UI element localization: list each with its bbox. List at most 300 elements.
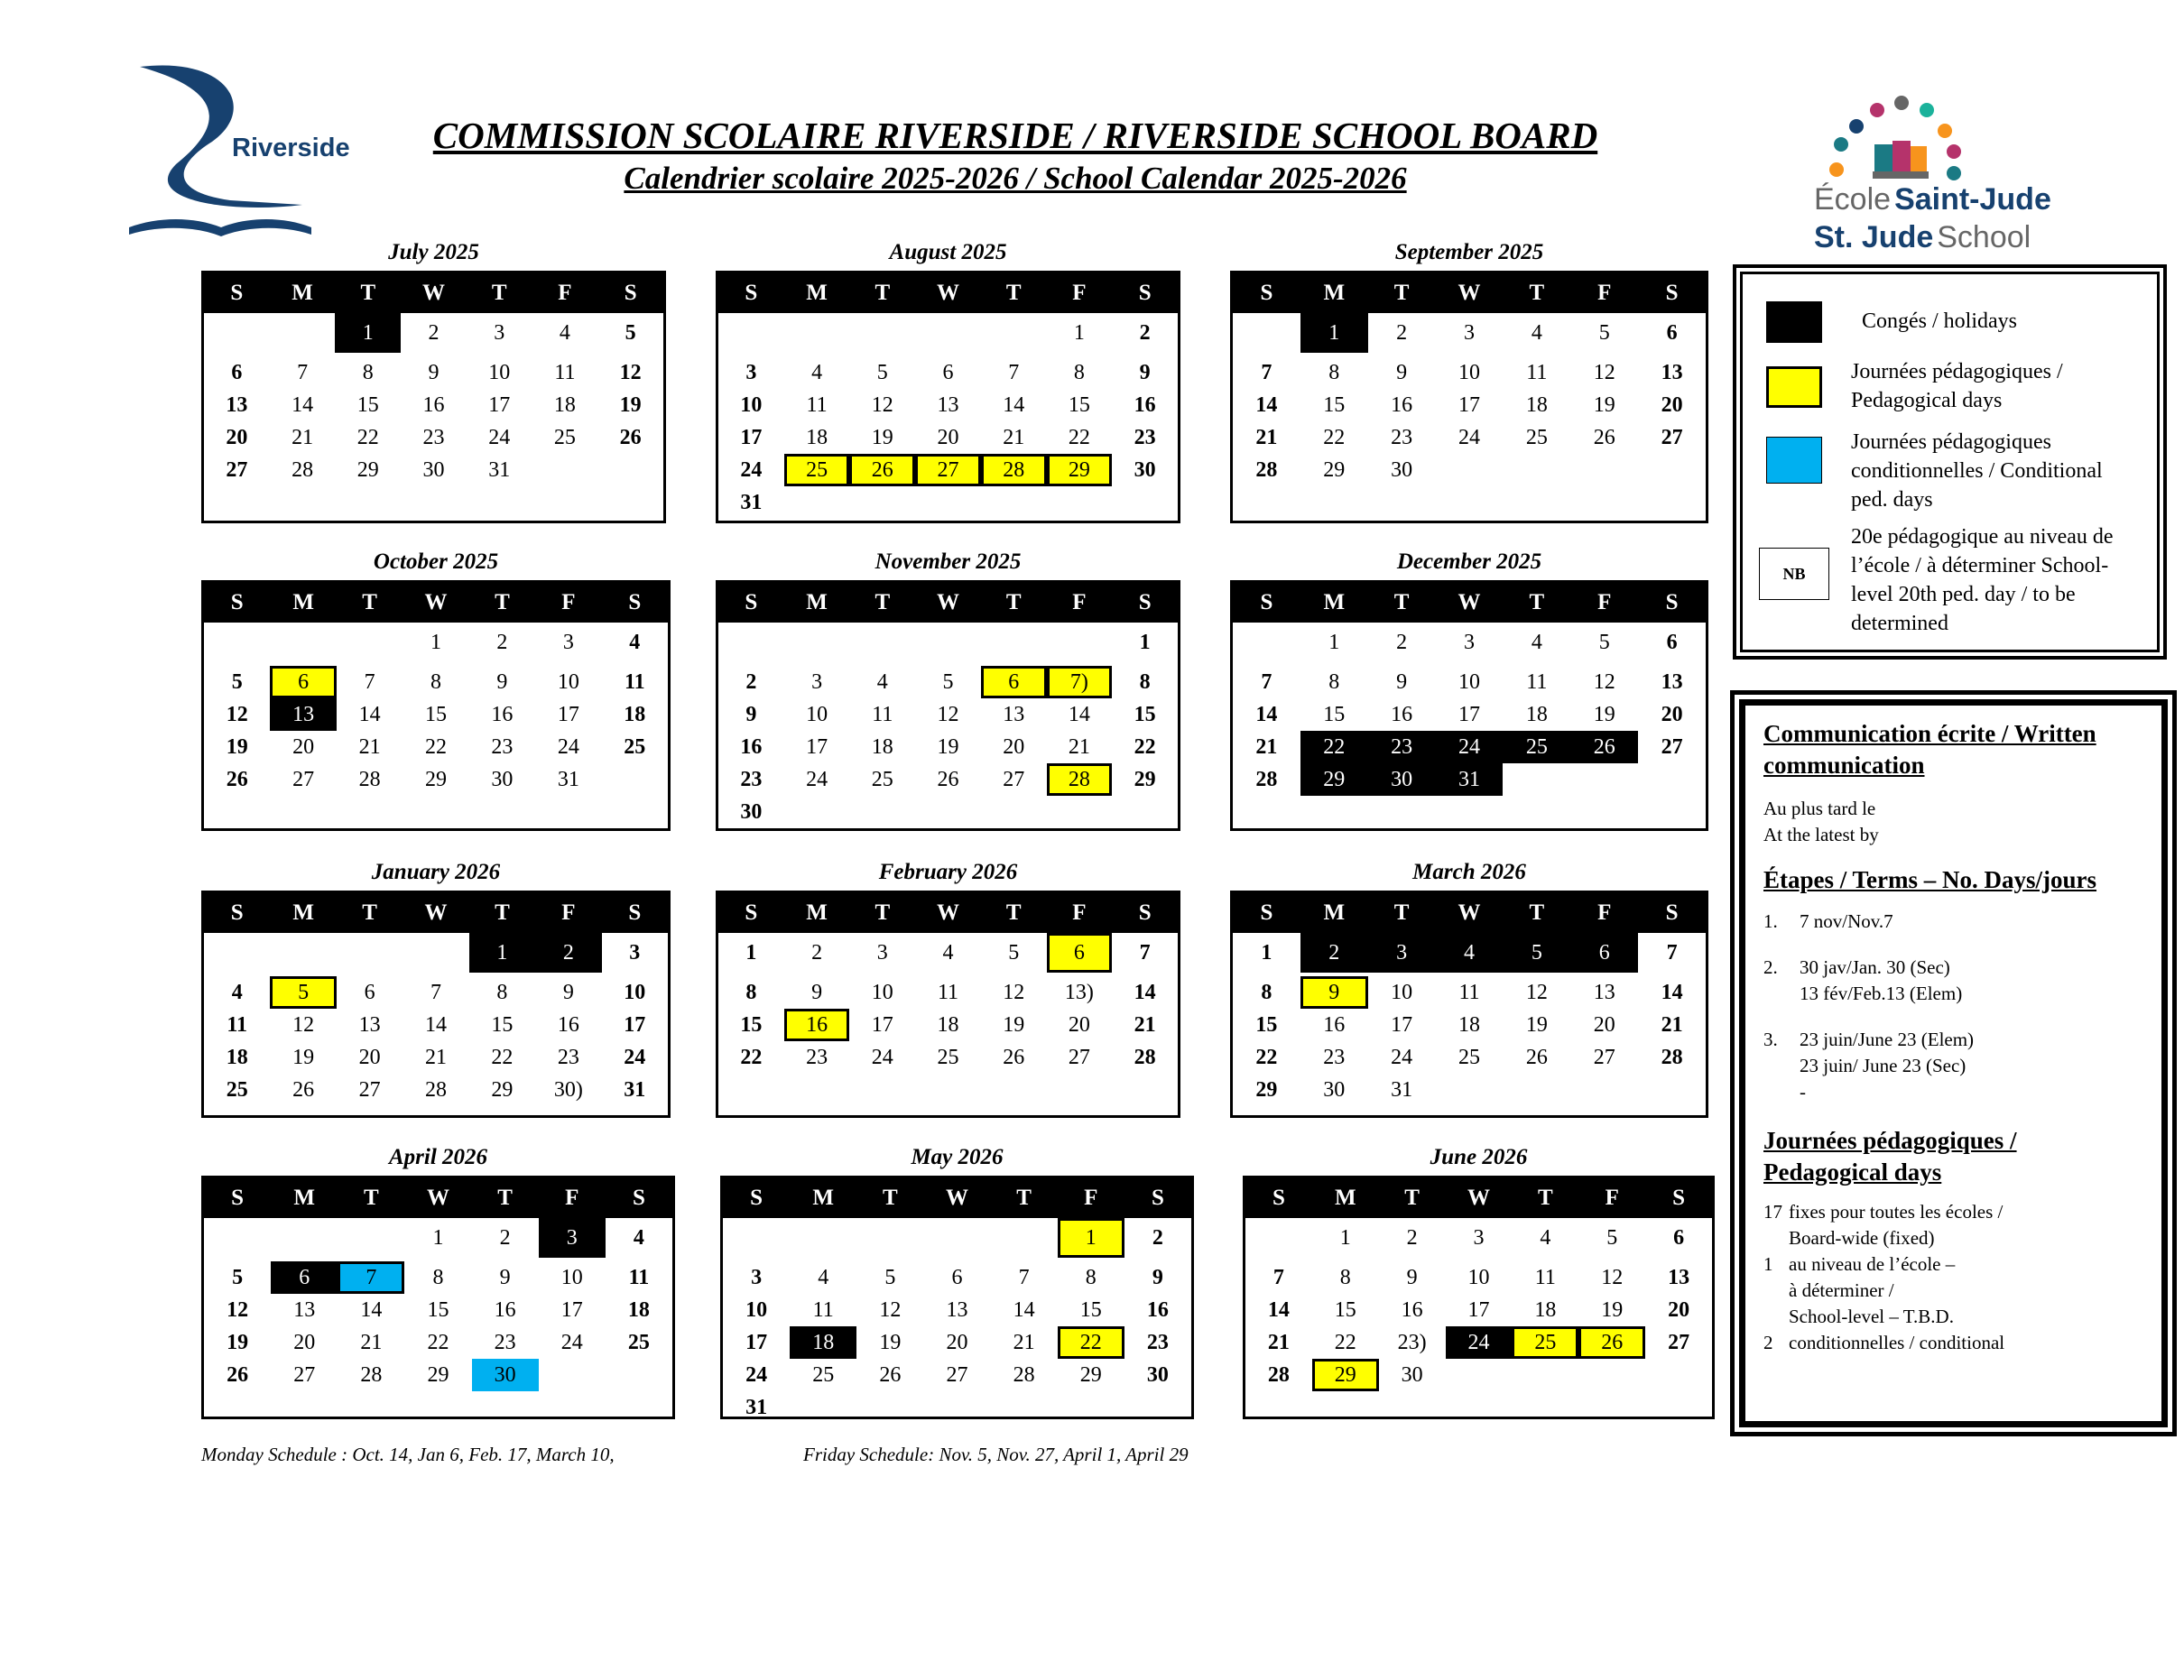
- empty-day-cell: [991, 1218, 1058, 1258]
- week-row: [1233, 763, 1706, 796]
- weekday-header: [718, 583, 1178, 623]
- day-cell: 23: [740, 767, 763, 791]
- day-cell: 17: [560, 1297, 583, 1322]
- day-cell: 6: [951, 1265, 963, 1289]
- week-row: [204, 421, 663, 454]
- day-cell: 6: [1047, 933, 1113, 973]
- week-row: [1245, 1326, 1712, 1359]
- month-calendar: [716, 860, 1180, 1118]
- weekday-label: S: [230, 281, 244, 305]
- week-row: [204, 1326, 672, 1359]
- day-cell: 7: [1666, 940, 1678, 965]
- month-title: September 2025: [1394, 240, 1544, 264]
- day-cell: 3: [811, 669, 823, 694]
- day-cell: 3: [745, 360, 757, 384]
- day-cell: 17: [1391, 1012, 1413, 1037]
- day-cell: 12: [1593, 360, 1615, 384]
- day-cell: 16: [491, 702, 514, 726]
- weekday-label: W: [1467, 1186, 1490, 1210]
- empty-day-cell: [403, 933, 468, 973]
- weekday-label: W: [1458, 281, 1481, 305]
- day-cell: 29: [1312, 1359, 1379, 1391]
- day-cell: 27: [292, 767, 315, 791]
- weekday-header: [204, 1178, 672, 1218]
- day-cell: 31: [557, 767, 579, 791]
- day-cell: 19: [227, 1330, 249, 1354]
- month-table: [720, 1176, 1194, 1419]
- day-cell: 2: [1396, 630, 1408, 654]
- weekday-label: M: [1334, 1186, 1356, 1210]
- day-cell: 7: [364, 669, 375, 694]
- day-cell: 12: [1601, 1265, 1624, 1289]
- empty-day-cell: [1503, 1074, 1570, 1106]
- week-row: [718, 421, 1178, 454]
- empty-day-cell: [718, 623, 784, 662]
- day-cell: 24: [557, 734, 579, 759]
- weekday-label: M: [292, 900, 314, 925]
- day-cell: 10: [806, 702, 828, 726]
- week-row: [204, 1074, 668, 1106]
- legend-pedagogical-text: Journées pédagogiques / Pedagogical days: [1851, 360, 2063, 412]
- weekday-label: S: [1665, 590, 1679, 614]
- day-cell: 17: [1467, 1297, 1490, 1322]
- weekday-label: S: [750, 1186, 763, 1210]
- day-cell: 12: [1593, 669, 1615, 694]
- day-cell: 30: [1146, 1362, 1169, 1387]
- day-cell: 7: [1139, 940, 1151, 965]
- day-cell: 25: [784, 454, 850, 486]
- day-cell: 27: [1068, 1045, 1090, 1069]
- day-cell: 15: [1134, 702, 1156, 726]
- latest-en: At the latest by: [1763, 824, 1879, 845]
- month-calendar: [1243, 1145, 1715, 1419]
- day-cell: 30): [553, 1077, 583, 1102]
- month-title: January 2026: [371, 860, 501, 884]
- day-cell: 23: [1368, 731, 1436, 763]
- day-cell: 4: [1531, 630, 1542, 654]
- weekday-label: S: [745, 590, 758, 614]
- day-cell: 22: [1068, 425, 1090, 449]
- weekday-label: S: [1260, 590, 1273, 614]
- day-cell: 24: [806, 767, 828, 791]
- list-item: [1763, 955, 2143, 1007]
- latest-fr: Au plus tard le: [1763, 798, 1876, 819]
- weekday-label: T: [364, 1186, 379, 1210]
- day-cell: 18: [806, 425, 828, 449]
- list-line: 23 juin/June 23 (Elem): [1800, 1029, 1975, 1050]
- day-cell: 14: [1267, 1297, 1290, 1322]
- weekday-header: [204, 893, 668, 933]
- month-table: [1243, 1176, 1715, 1419]
- month-calendar: [201, 549, 671, 831]
- week-row: [204, 976, 668, 1009]
- weekday-label: T: [495, 900, 510, 925]
- week-row: [204, 763, 668, 796]
- weekday-label: S: [1665, 281, 1679, 305]
- month-table: [201, 891, 671, 1118]
- empty-day-cell: [1047, 486, 1113, 519]
- day-cell: 4: [876, 669, 888, 694]
- day-cell: 21: [360, 1330, 383, 1354]
- month-title: April 2026: [388, 1145, 488, 1169]
- month-title: October 2025: [373, 549, 499, 574]
- weekday-label: S: [230, 590, 244, 614]
- weekday-label: W: [421, 281, 445, 305]
- weekday-label: F: [1597, 590, 1612, 614]
- day-cell: 26: [879, 1362, 902, 1387]
- day-cell: 17: [488, 392, 511, 417]
- list-item: [1763, 1330, 2143, 1356]
- holiday-swatch: [1766, 301, 1822, 343]
- day-cell: 28: [1661, 1045, 1683, 1069]
- day-cell: 12: [937, 702, 959, 726]
- terms-heading: Étapes / Terms – No. Days/jours: [1763, 866, 2097, 893]
- empty-day-cell: [856, 1218, 923, 1258]
- day-cell: 8: [1085, 1265, 1097, 1289]
- day-cell: 10: [1458, 360, 1480, 384]
- day-cell: 20: [1003, 734, 1025, 759]
- day-cell: 3: [1368, 933, 1436, 973]
- day-cell: 24: [1458, 425, 1480, 449]
- communication-panel: [1730, 690, 2177, 1436]
- weekday-label: T: [1393, 900, 1410, 925]
- empty-day-cell: [1503, 763, 1570, 796]
- communication-heading: Communication écrite / Written communication: [1763, 720, 2096, 779]
- day-cell: 14: [1255, 392, 1278, 417]
- day-cell: 28: [1255, 457, 1278, 482]
- empty-day-cell: [915, 796, 981, 828]
- list-line: au niveau de l’école –: [1789, 1253, 1956, 1275]
- day-cell: 26: [227, 1362, 249, 1387]
- week-row: [1233, 933, 1706, 973]
- week-row: [718, 796, 1178, 828]
- pedagogical-swatch: [1766, 366, 1822, 408]
- day-cell: 1: [1058, 1218, 1124, 1258]
- page-title: [0, 114, 2031, 157]
- weekday-label: S: [1260, 281, 1273, 305]
- week-row: [204, 1294, 672, 1326]
- day-cell: 30: [422, 457, 445, 482]
- day-cell: 13: [937, 392, 959, 417]
- day-cell: 28: [1134, 1045, 1156, 1069]
- empty-day-cell: [1570, 454, 1638, 486]
- weekday-label: S: [231, 1186, 245, 1210]
- day-cell: 14: [1255, 702, 1278, 726]
- monday-schedule-note: Monday Schedule : Oct. 14, Jan 6, Feb. 17, March 10,: [201, 1444, 615, 1465]
- day-cell: 21: [1013, 1330, 1035, 1354]
- day-cell: 6: [271, 1261, 338, 1294]
- empty-day-cell: [923, 1391, 990, 1424]
- week-row: [1233, 623, 1706, 662]
- week-row: [718, 976, 1178, 1009]
- day-cell: 5: [1503, 933, 1570, 973]
- day-cell: 9: [811, 980, 823, 1004]
- week-row: [718, 313, 1178, 353]
- empty-day-cell: [723, 1218, 790, 1258]
- weekday-label: M: [806, 900, 828, 925]
- day-cell: 6: [981, 666, 1047, 698]
- day-cell: 15: [1079, 1297, 1102, 1322]
- day-cell: 4: [942, 940, 954, 965]
- day-cell: 31: [624, 1077, 646, 1102]
- day-cell: 10: [624, 980, 646, 1004]
- day-cell: 27: [1661, 425, 1683, 449]
- school-name-fr-light: École: [1814, 182, 1892, 217]
- day-cell: 25: [871, 767, 893, 791]
- weekday-label: T: [1529, 281, 1545, 305]
- day-cell: 21: [1003, 425, 1025, 449]
- weekday-label: F: [561, 900, 576, 925]
- month-calendar: [201, 1145, 675, 1419]
- day-cell: 5: [232, 1265, 244, 1289]
- weekday-label: M: [806, 281, 828, 305]
- day-cell: 22: [1323, 425, 1346, 449]
- day-cell: 27: [946, 1362, 968, 1387]
- day-cell: 8: [430, 669, 441, 694]
- day-cell: 29: [1255, 1077, 1278, 1102]
- month-calendar: [720, 1145, 1194, 1419]
- day-cell: 11: [554, 360, 576, 384]
- day-cell: 9: [499, 1265, 511, 1289]
- school-name-fr-bold: Saint-Jude: [1894, 182, 2051, 217]
- empty-day-cell: [790, 1218, 856, 1258]
- day-cell: 27: [226, 457, 248, 482]
- day-cell: 23: [806, 1045, 828, 1069]
- day-cell: 2: [1406, 1225, 1418, 1250]
- week-row: [204, 1359, 672, 1391]
- day-cell: 29: [491, 1077, 514, 1102]
- day-cell: 25: [1503, 731, 1570, 763]
- day-cell: 12: [619, 360, 642, 384]
- week-row: [1245, 1294, 1712, 1326]
- empty-day-cell: [915, 486, 981, 519]
- empty-day-cell: [1638, 763, 1706, 796]
- day-cell: 19: [937, 734, 959, 759]
- day-cell: 6: [270, 666, 336, 698]
- day-cell: 8: [1073, 360, 1085, 384]
- legend-conditional-text: Journées pédagogiques conditionnelles / Conditional ped. days: [1851, 430, 2103, 512]
- month-calendar: [201, 860, 671, 1118]
- empty-day-cell: [270, 933, 336, 973]
- weekday-label: T: [362, 590, 377, 614]
- day-cell: 28: [1013, 1362, 1035, 1387]
- day-cell: 20: [937, 425, 959, 449]
- week-row: [718, 356, 1178, 389]
- empty-day-cell: [784, 486, 850, 519]
- weekday-label: S: [628, 900, 642, 925]
- day-cell: 31: [1391, 1077, 1413, 1102]
- day-cell: 19: [1593, 702, 1615, 726]
- month-title: November 2025: [875, 549, 1022, 574]
- day-cell: 8: [1139, 669, 1151, 694]
- week-row: [204, 389, 663, 421]
- day-cell: 16: [1134, 392, 1156, 417]
- day-cell: 16: [1401, 1297, 1423, 1322]
- day-cell: 18: [226, 1045, 248, 1069]
- weekday-label: S: [632, 1186, 645, 1210]
- week-row: [1245, 1218, 1712, 1258]
- empty-day-cell: [271, 1218, 338, 1258]
- legend-nb-text: 20e pédagogique au niveau de l’école / à déterminer School-level 20th ped. day / to be determined: [1851, 525, 2114, 635]
- day-cell: 21: [424, 1045, 447, 1069]
- empty-day-cell: [849, 313, 915, 353]
- day-cell: 19: [871, 425, 893, 449]
- day-cell: 7): [1047, 666, 1113, 698]
- day-cell: 22: [1255, 1045, 1278, 1069]
- weekday-label: T: [1404, 1186, 1420, 1210]
- day-cell: 4: [1436, 933, 1504, 973]
- weekday-label: F: [1084, 1186, 1098, 1210]
- weekday-label: T: [1393, 281, 1410, 305]
- day-cell: 1: [335, 313, 401, 353]
- day-cell: 12: [227, 1297, 249, 1322]
- day-cell: 9: [428, 360, 440, 384]
- empty-day-cell: [784, 796, 850, 828]
- day-cell: 31: [745, 1395, 768, 1419]
- day-cell: 13: [946, 1297, 968, 1322]
- list-line: 13 fév/Feb.13 (Elem): [1800, 983, 1963, 1004]
- day-cell: 20: [1661, 392, 1683, 417]
- day-cell: 10: [557, 669, 579, 694]
- day-cell: 13: [1668, 1265, 1690, 1289]
- month-title: June 2026: [1430, 1145, 1528, 1169]
- day-cell: 2: [1300, 933, 1368, 973]
- day-cell: 4: [559, 320, 570, 345]
- day-cell: 19: [226, 734, 248, 759]
- day-cell: 28: [424, 1077, 447, 1102]
- day-cell: 24: [871, 1045, 893, 1069]
- weekday-label: W: [424, 900, 448, 925]
- week-row: [723, 1294, 1191, 1326]
- weekday-label: F: [1072, 590, 1087, 614]
- week-row: [1233, 1041, 1706, 1074]
- day-cell: 10: [1391, 980, 1413, 1004]
- day-cell: 30: [740, 799, 763, 824]
- week-row: [204, 666, 668, 698]
- riverside-logo-text: Riverside: [232, 134, 350, 162]
- month-calendar: [1230, 240, 1708, 523]
- list-line: School-level – T.B.D.: [1789, 1306, 1954, 1327]
- empty-day-cell: [981, 486, 1047, 519]
- day-cell: 6: [364, 980, 375, 1004]
- day-cell: 22: [424, 734, 447, 759]
- day-cell: 15: [1323, 392, 1346, 417]
- week-row: [204, 1261, 672, 1294]
- empty-day-cell: [1233, 313, 1300, 353]
- list-line: 30 jav/Jan. 30 (Sec): [1800, 956, 1950, 978]
- week-row: [723, 1326, 1191, 1359]
- day-cell: 30: [491, 767, 514, 791]
- day-cell: 19: [879, 1330, 902, 1354]
- weekday-label: M: [293, 1186, 316, 1210]
- month-calendar: [1230, 549, 1708, 831]
- list-number: 2.: [1763, 956, 1778, 978]
- day-cell: 8: [496, 980, 508, 1004]
- school-name-fr: [1814, 182, 2051, 217]
- day-cell: 15: [491, 1012, 514, 1037]
- day-cell: 12: [292, 1012, 315, 1037]
- empty-day-cell: [204, 623, 270, 662]
- day-cell: 10: [745, 1297, 768, 1322]
- day-cell: 21: [1661, 1012, 1683, 1037]
- day-cell: 2: [745, 669, 757, 694]
- day-cell: 16: [494, 1297, 516, 1322]
- day-cell: 30: [1391, 457, 1413, 482]
- day-cell: 10: [488, 360, 511, 384]
- legend: [1733, 264, 2167, 660]
- empty-day-cell: [270, 313, 336, 353]
- day-cell: 8: [1339, 1265, 1351, 1289]
- empty-day-cell: [1245, 1218, 1312, 1258]
- weekday-label: S: [1665, 900, 1679, 925]
- day-cell: 21: [1134, 1012, 1156, 1037]
- day-cell: 11: [628, 1265, 650, 1289]
- day-cell: 17: [745, 1330, 768, 1354]
- day-cell: 20: [1668, 1297, 1690, 1322]
- weekday-label: M: [1323, 900, 1346, 925]
- day-cell: 28: [1047, 763, 1113, 796]
- month-table: [1230, 580, 1708, 831]
- children-book-icon: [1800, 90, 2017, 180]
- empty-day-cell: [790, 1391, 856, 1424]
- day-cell: 26: [1570, 731, 1638, 763]
- day-cell: 25: [1512, 1326, 1578, 1359]
- weekday-label: T: [1005, 590, 1022, 614]
- day-cell: 25: [1458, 1045, 1480, 1069]
- day-cell: 1: [432, 1225, 444, 1250]
- day-cell: 28: [1267, 1362, 1290, 1387]
- day-cell: 2: [428, 320, 440, 345]
- empty-day-cell: [602, 763, 668, 796]
- weekday-label: T: [875, 900, 891, 925]
- day-cell: 7: [338, 1261, 404, 1294]
- day-cell: 16: [422, 392, 445, 417]
- week-row: [1233, 389, 1706, 421]
- month-table: [201, 580, 671, 831]
- weekday-label: F: [565, 1186, 579, 1210]
- weekday-label: S: [1138, 281, 1152, 305]
- empty-day-cell: [915, 623, 981, 662]
- week-row: [1233, 1074, 1706, 1106]
- day-cell: 19: [292, 1045, 315, 1069]
- day-cell: 19: [619, 392, 642, 417]
- day-cell: 25: [937, 1045, 959, 1069]
- day-cell: 24: [740, 457, 763, 482]
- day-cell: 18: [1534, 1297, 1557, 1322]
- weekday-label: W: [1458, 590, 1481, 614]
- day-cell: 27: [1661, 734, 1683, 759]
- conditional-swatch: [1766, 437, 1822, 484]
- week-row: [718, 666, 1178, 698]
- weekday-label: S: [745, 900, 758, 925]
- day-cell: 23: [422, 425, 445, 449]
- empty-day-cell: [1578, 1359, 1645, 1391]
- page-subtitle: [0, 161, 2031, 197]
- weekday-label: W: [936, 281, 959, 305]
- day-cell: 23: [1134, 425, 1156, 449]
- day-cell: 3: [1463, 630, 1475, 654]
- day-cell: 24: [1391, 1045, 1413, 1069]
- empty-day-cell: [981, 623, 1047, 662]
- day-cell: 15: [740, 1012, 763, 1037]
- day-cell: 3: [494, 320, 505, 345]
- day-cell: 20: [1661, 702, 1683, 726]
- day-cell: 16: [1391, 392, 1413, 417]
- empty-day-cell: [718, 313, 784, 353]
- empty-day-cell: [856, 1391, 923, 1424]
- empty-day-cell: [784, 623, 850, 662]
- day-cell: 15: [1255, 1012, 1278, 1037]
